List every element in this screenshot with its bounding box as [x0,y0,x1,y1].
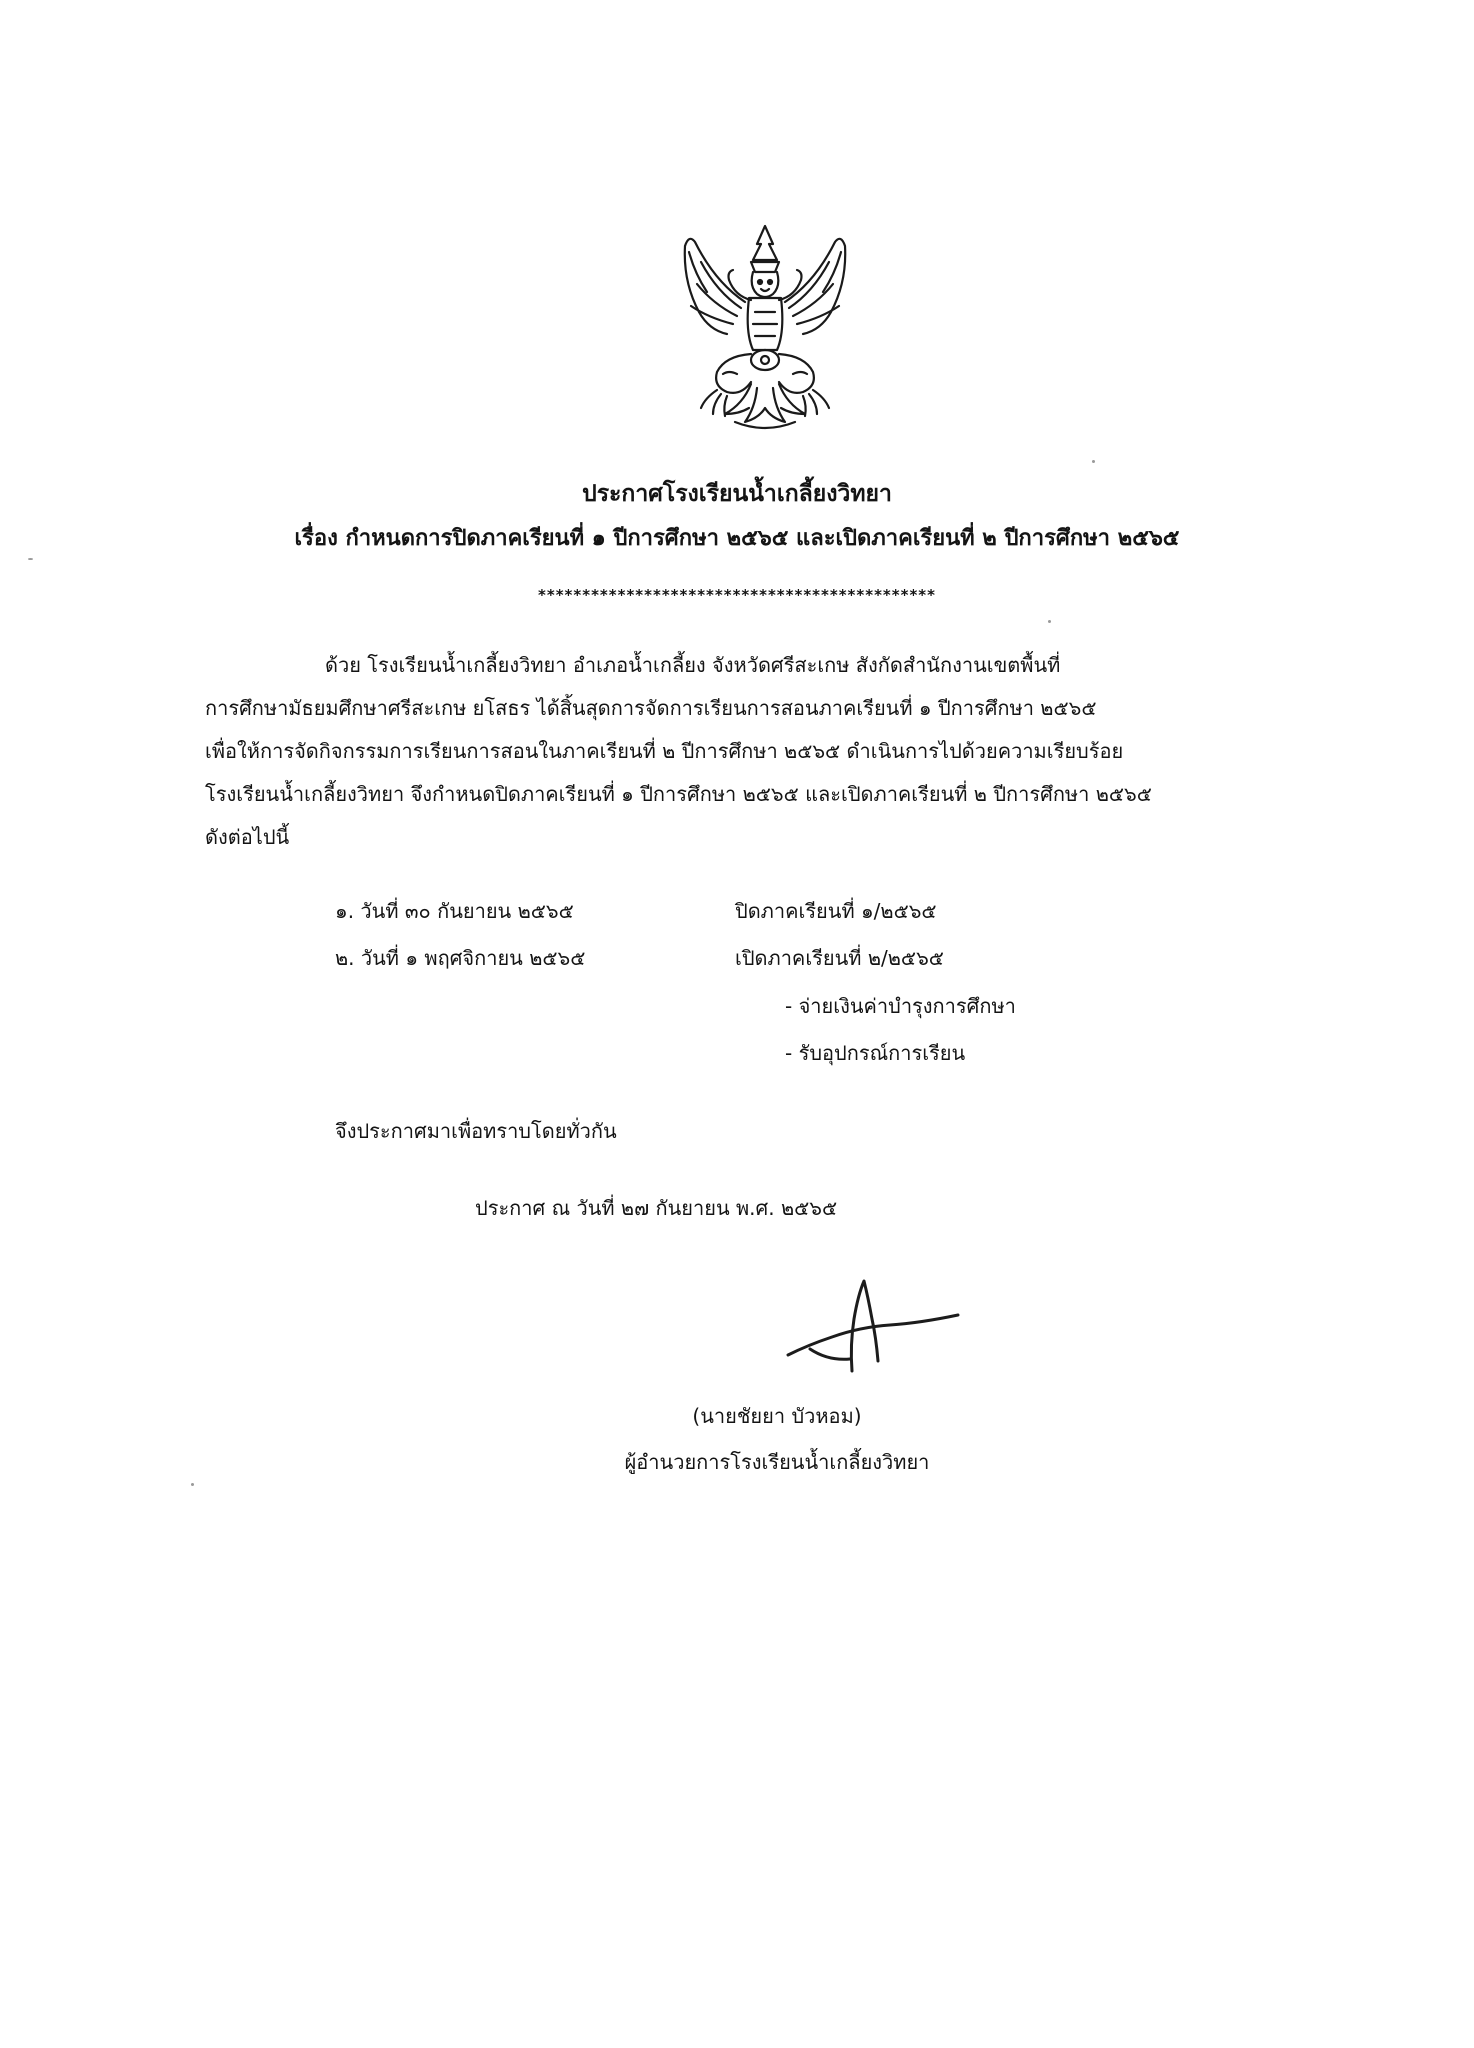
scan-speck [1048,620,1051,623]
schedule-date: ๑. วันที่ ๓๐ กันยายน ๒๕๖๕ [335,899,574,923]
scan-speck [28,558,33,560]
body-line: ด้วย โรงเรียนน้ำเกลี้ยงวิทยา อำเภอน้ำเกลี้ยง จังหวัดศรีสะเกษ สังกัดสำนักงานเขตพื้นที่ [325,653,1061,677]
signer-name: (นายชัยยา บัวหอม) [692,1404,862,1428]
signer-position: ผู้อำนวยการโรงเรียนน้ำเกลี้ยงวิทยา [624,1450,930,1474]
body-line: การศึกษามัธยมศึกษาศรีสะเกษ ยโสธร ได้สิ้นสุดการจัดการเรียนการสอนภาคเรียนที่ ๑ ปีการศึกษา ๒๕๖๕ [205,696,1097,720]
schedule-event: เปิดภาคเรียนที่ ๒/๒๕๖๕ [735,946,944,970]
closing-statement: จึงประกาศมาเพื่อทราบโดยทั่วกัน [335,1119,617,1143]
separator-line: ********************************************* [538,586,936,604]
announcement-title: ประกาศโรงเรียนน้ำเกลี้ยงวิทยา [582,481,892,507]
body-line: เพื่อให้การจัดกิจกรรมการเรียนการสอนในภาคเรียนที่ ๒ ปีการศึกษา ๒๕๖๕ ดำเนินการไปด้วยความเรียบร้อย [205,739,1124,763]
scan-speck [191,1483,194,1486]
scan-speck [1092,460,1095,463]
signature-mark [780,1275,970,1385]
announcement-date: ประกาศ ณ วันที่ ๒๗ กันยายน พ.ศ. ๒๕๖๕ [475,1196,838,1220]
announcement-subject: เรื่อง กำหนดการปิดภาคเรียนที่ ๑ ปีการศึกษา ๒๕๖๕ และเปิดภาคเรียนที่ ๒ ปีการศึกษา ๒๕๖๕ [294,526,1180,551]
schedule-date: ๒. วันที่ ๑ พฤศจิกายน ๒๕๖๕ [335,946,586,970]
body-line: ดังต่อไปนี้ [205,825,290,849]
garuda-emblem-icon [665,222,865,437]
schedule-event: ปิดภาคเรียนที่ ๑/๒๕๖๕ [735,899,937,923]
body-paragraph [205,644,1335,859]
schedule-sub-item: - จ่ายเงินค่าบำรุงการศึกษา [785,994,1016,1018]
schedule-sub-item: - รับอุปกรณ์การเรียน [785,1041,966,1065]
body-line: โรงเรียนน้ำเกลี้ยงวิทยา จึงกำหนดปิดภาคเรียนที่ ๑ ปีการศึกษา ๒๕๖๕ และเปิดภาคเรียนที่ ๒ ปีการศึกษา ๒๕๖๕ [205,782,1152,806]
